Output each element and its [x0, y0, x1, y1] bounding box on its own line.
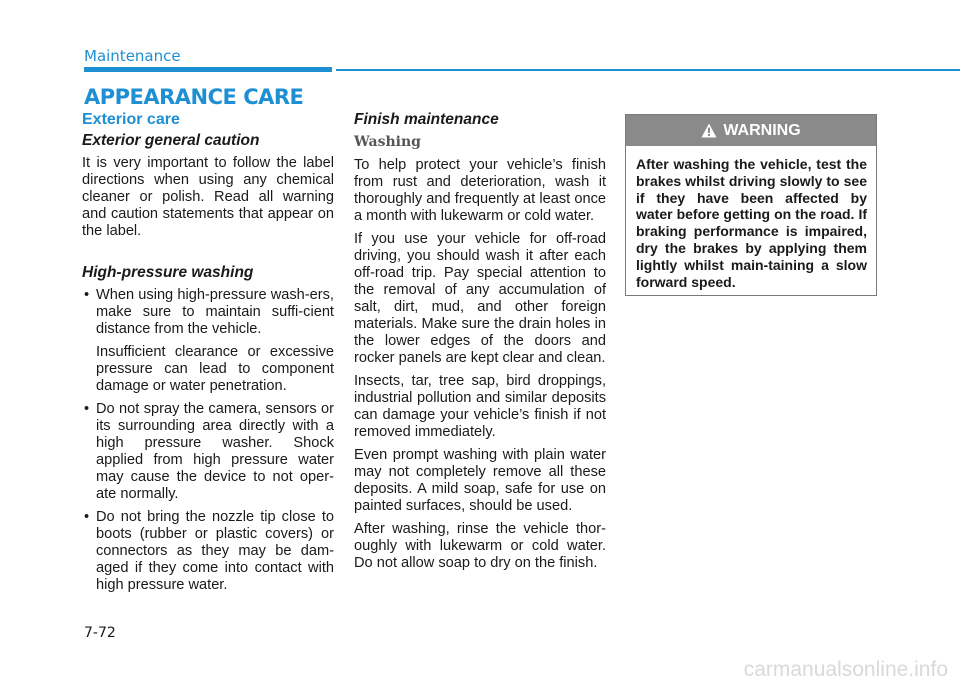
watermark: carmanualsonline.info [743, 658, 948, 681]
warning-title: WARNING [723, 121, 801, 139]
bullet-text: When using high-pressure wash-ers, make sure to maintain suffi-cient distance from the vehicle. [96, 287, 334, 337]
washing-paragraph: After washing, rinse the vehicle thor-oughly with lukewarm or cold water. Do not allow soap to dry on the finish. [354, 521, 606, 571]
finish-maintenance-heading: Finish maintenance [354, 111, 499, 128]
header-rule-thick [84, 67, 332, 72]
high-pressure-subheading: High-pressure washing [82, 264, 254, 281]
bullet-item [82, 401, 334, 503]
exterior-care-heading: Exterior care [82, 111, 180, 128]
warning-box [625, 114, 877, 296]
warning-triangle-icon [701, 123, 717, 138]
bullet-item [82, 287, 334, 395]
middle-column [354, 110, 606, 578]
washing-subheading: Washing [354, 134, 421, 150]
washing-paragraph: If you use your vehicle for off-road driving, you should wash it after each off-road trip. Pay special attention to the removal of any accumulation of salt, dirt, mud, and other foreign materials. Make sure the drain holes in the lower edges of the doors and rocker panels are kept clear and clean. [354, 231, 606, 366]
bullet-text: Do not spray the camera, sensors or its surrounding area directly with a high pressure washer. Shock applied from high pressure water may cause the device to not oper-ate normally. [96, 401, 334, 502]
page-number: 7-72 [84, 625, 116, 641]
bullet-dot-icon: • [84, 509, 90, 525]
warning-header [626, 115, 876, 146]
washing-paragraph: Insects, tar, tree sap, bird droppings, industrial pollution and similar deposits can damage your vehicle’s finish if not removed immediately. [354, 373, 606, 440]
header-rule-thin [336, 69, 960, 71]
general-caution-subheading: Exterior general caution [82, 132, 260, 149]
left-column [82, 110, 334, 600]
section-label: Maintenance [84, 47, 181, 65]
warning-text: After washing the vehicle, test the brakes whilst driving slowly to see if they have been affected by water before getting on the road. If braking performance is impaired, dry the brakes by applying them lightly whilst main-taining a slow forward speed. [636, 156, 867, 290]
washing-paragraph: To help protect your vehicle’s finish from rust and deterioration, wash it thoroughly and frequently at least once a month with lukewarm or cold water. [354, 157, 606, 224]
chapter-title: APPEARANCE CARE [84, 85, 304, 109]
bullet-dot-icon: • [84, 287, 90, 303]
general-caution-paragraph: It is very important to follow the label directions when using any chemical cleaner or polish. Read all warning and caution statements that appear on the label. [82, 155, 334, 239]
bullet-text-continued: Insufficient clearance or excessive pressure can lead to component damage or water penetration. [96, 344, 334, 394]
washing-paragraph: Even prompt washing with plain water may not completely remove all these deposits. A mild soap, safe for use on painted surfaces, should be used. [354, 447, 606, 514]
bullet-text: Do not bring the nozzle tip close to boots (rubber or plastic covers) or connectors as they may be dam-aged if they come into contact with high pressure water. [96, 509, 334, 593]
bullet-dot-icon: • [84, 401, 90, 417]
high-pressure-bullet-list [82, 287, 334, 594]
bullet-item [82, 509, 334, 594]
